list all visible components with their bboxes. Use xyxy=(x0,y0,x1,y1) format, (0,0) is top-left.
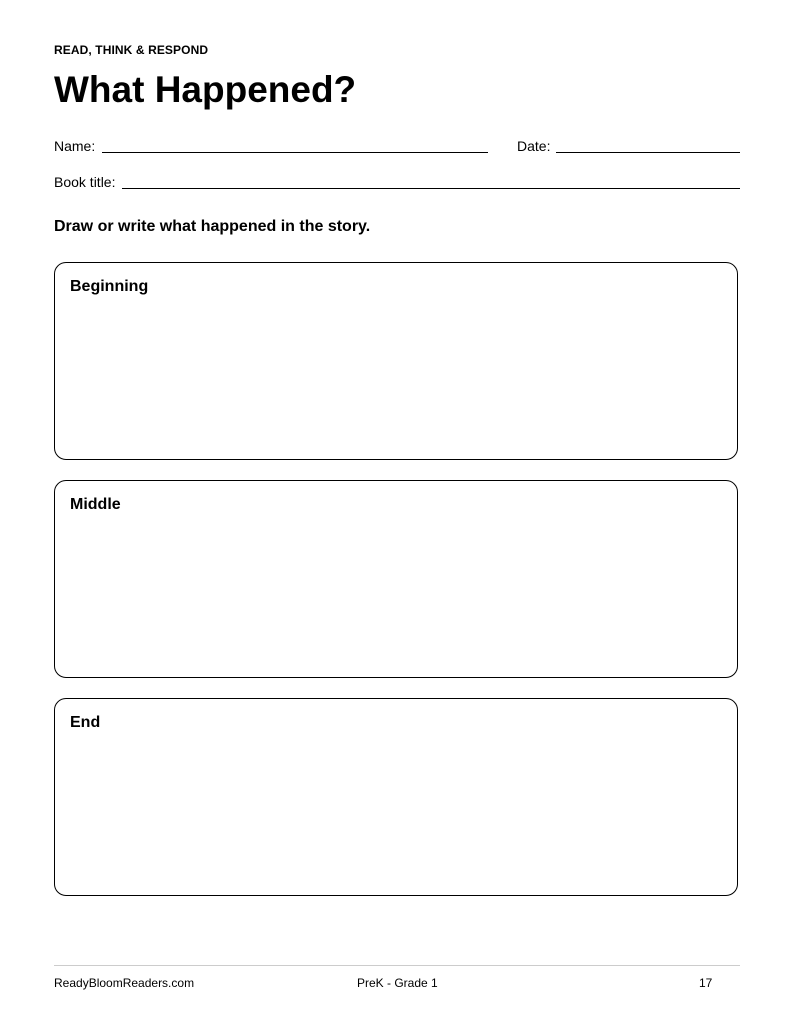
page-title: What Happened? xyxy=(54,69,357,110)
worksheet-kicker: READ, THINK & RESPOND xyxy=(54,43,209,57)
footer-divider xyxy=(54,965,740,966)
footer-site: ReadyBloomReaders.com xyxy=(54,976,195,990)
middle-label: Middle xyxy=(70,496,121,513)
date-field-line[interactable] xyxy=(556,152,740,153)
end-label: End xyxy=(70,714,101,731)
beginning-box[interactable] xyxy=(54,262,738,460)
name-field-line[interactable] xyxy=(102,152,488,153)
end-box[interactable] xyxy=(54,698,738,896)
beginning-label: Beginning xyxy=(70,278,149,295)
book-title-field-line[interactable] xyxy=(122,188,740,189)
name-label: Name: xyxy=(54,138,96,154)
instruction-text: Draw or write what happened in the story. xyxy=(54,218,371,235)
book-title-label: Book title: xyxy=(54,174,116,190)
footer-grade: PreK - Grade 1 xyxy=(357,976,438,990)
date-label: Date: xyxy=(517,138,551,154)
footer-page-number: 17 xyxy=(699,976,713,990)
middle-box[interactable] xyxy=(54,480,738,678)
